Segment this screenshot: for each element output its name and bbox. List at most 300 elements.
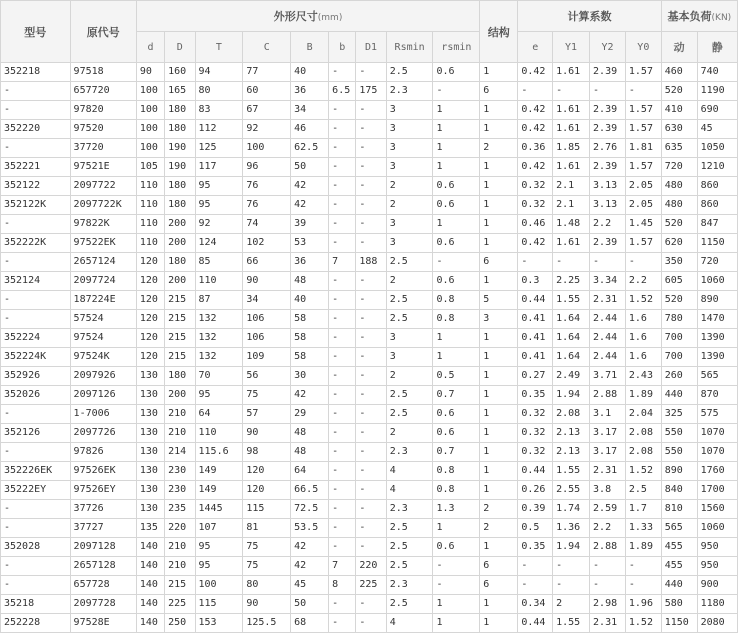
table-cell: 2.08 [625,424,661,443]
table-cell: - [553,253,590,272]
table-cell: 4 [386,462,433,481]
table-cell: 42 [291,538,329,557]
table-cell: 8 [329,576,356,595]
table-cell: 95 [195,557,243,576]
table-cell: 2.5 [386,291,433,310]
table-cell: 1.33 [625,519,661,538]
table-cell: 2.5 [386,405,433,424]
table-cell: - [356,196,386,215]
table-cell: 1.89 [625,538,661,557]
table-cell: 2.5 [386,557,433,576]
table-cell: 180 [165,367,195,386]
table-cell: - [518,82,553,101]
table-cell: 1 [433,595,480,614]
table-cell: 85 [195,253,243,272]
table-cell: 2.44 [590,348,626,367]
table-cell: 847 [697,215,737,234]
table-cell: 1.57 [625,234,661,253]
table-cell: 97820 [70,101,136,120]
table-cell: 3 [386,158,433,177]
table-cell: 1 [480,120,518,139]
table-cell: 0.6 [433,272,480,291]
table-cell: 100 [195,576,243,595]
table-cell: 0.8 [433,481,480,500]
table-cell: 3 [386,348,433,367]
table-cell: 95 [195,386,243,405]
table-row [1,120,738,139]
table-cell: 657720 [70,82,136,101]
table-cell: 0.35 [518,538,553,557]
table-cell: 840 [661,481,697,500]
table-cell: - [356,215,386,234]
table-cell: 37727 [70,519,136,538]
table-cell: 90 [243,272,291,291]
table-row [1,519,738,538]
table-cell: 45 [291,576,329,595]
table-cell: 700 [661,329,697,348]
table-cell: 3.1 [590,405,626,424]
table-cell: 92 [243,120,291,139]
table-cell: - [356,595,386,614]
table-cell: - [590,576,626,595]
table-cell: 50 [291,158,329,177]
table-cell: - [553,576,590,595]
table-cell: 3.71 [590,367,626,386]
table-cell: - [329,462,356,481]
table-cell: 188 [356,253,386,272]
table-cell: 62.5 [291,139,329,158]
table-cell: 1150 [697,234,737,253]
table-cell: 105 [136,158,164,177]
table-cell: 107 [195,519,243,538]
table-cell: - [329,443,356,462]
table-cell: 657728 [70,576,136,595]
table-cell: - [329,177,356,196]
table-cell: 2.31 [590,614,626,633]
table-cell: 42 [291,557,329,576]
table-cell: - [1,291,71,310]
table-cell: 50 [291,595,329,614]
table-cell: 252228 [1,614,71,633]
table-row [1,405,738,424]
table-cell: 180 [165,101,195,120]
table-cell: 175 [356,82,386,101]
table-cell: 1 [480,348,518,367]
table-cell: 66 [243,253,291,272]
table-cell: 120 [136,310,164,329]
table-row [1,215,738,234]
table-cell: 1150 [661,614,697,633]
table-cell: 1.64 [553,348,590,367]
table-cell: - [1,101,71,120]
table-cell: 0.32 [518,177,553,196]
table-cell: - [1,443,71,462]
table-cell: 187224E [70,291,136,310]
table-cell: 1 [480,595,518,614]
table-cell: 352218 [1,63,71,82]
table-cell: 92 [195,215,243,234]
table-cell: 1.64 [553,310,590,329]
table-cell: - [356,120,386,139]
table-cell: 1 [480,234,518,253]
table-cell: 42 [291,177,329,196]
table-cell: 37720 [70,139,136,158]
table-cell: - [433,82,480,101]
table-cell: 97520 [70,120,136,139]
table-cell: - [356,519,386,538]
table-cell: - [356,348,386,367]
table-row [1,386,738,405]
col-header-D: D [165,32,195,63]
table-cell: 100 [136,139,164,158]
col-header-Y2: Y2 [590,32,626,63]
table-cell: 1 [480,443,518,462]
table-cell: 890 [661,462,697,481]
table-row [1,272,738,291]
table-cell: 2.1 [553,177,590,196]
table-cell: 220 [165,519,195,538]
table-cell: 520 [661,82,697,101]
table-row [1,462,738,481]
table-cell: 3 [386,234,433,253]
table-cell: 410 [661,101,697,120]
table-cell: 2.5 [386,63,433,82]
table-cell: 0.42 [518,158,553,177]
table-cell: 352220 [1,120,71,139]
table-cell: 352124 [1,272,71,291]
table-cell: 352221 [1,158,71,177]
table-cell: 2.2 [590,215,626,234]
table-cell: 700 [661,348,697,367]
table-cell: 210 [165,538,195,557]
table-cell: 480 [661,196,697,215]
table-cell: 550 [661,443,697,462]
table-cell: 455 [661,538,697,557]
table-cell: 1 [480,215,518,234]
table-cell: 39 [291,215,329,234]
table-cell: 3 [386,139,433,158]
table-cell: 1060 [697,272,737,291]
table-cell: - [329,329,356,348]
table-cell: 0.3 [518,272,553,291]
table-cell: - [433,253,480,272]
table-cell: 1 [480,101,518,120]
table-row [1,348,738,367]
table-cell: 2 [480,519,518,538]
table-cell: 125.5 [243,614,291,633]
table-cell: 1 [433,120,480,139]
table-cell: - [1,215,71,234]
table-cell: 550 [661,424,697,443]
table-cell: 115 [243,500,291,519]
table-cell: 1.52 [625,291,661,310]
table-cell: 860 [697,196,737,215]
table-cell: - [356,272,386,291]
table-cell: - [1,519,71,538]
table-cell: 0.26 [518,481,553,500]
table-cell: 120 [136,329,164,348]
table-row [1,158,738,177]
table-cell: 225 [165,595,195,614]
table-cell: 0.32 [518,443,553,462]
table-cell: 565 [661,519,697,538]
table-cell: 0.42 [518,63,553,82]
table-cell: 575 [697,405,737,424]
table-cell: - [625,576,661,595]
table-cell: - [329,310,356,329]
table-cell: 1.52 [625,614,661,633]
table-cell: 210 [165,405,195,424]
table-cell: 1-7006 [70,405,136,424]
table-cell: 1050 [697,139,737,158]
table-cell: 2.5 [386,253,433,272]
table-cell: - [1,82,71,101]
table-cell: 0.5 [433,367,480,386]
table-cell: - [553,82,590,101]
table-cell: - [329,215,356,234]
table-cell: 97524K [70,348,136,367]
col-header-b: b [329,32,356,63]
table-cell: 2097128 [70,538,136,557]
table-cell: 36 [291,82,329,101]
table-cell: 68 [291,614,329,633]
table-cell: 132 [195,348,243,367]
table-cell: 860 [697,177,737,196]
table-cell: 6 [480,253,518,272]
table-cell: 110 [195,424,243,443]
header-old-code: 原代号 [70,1,136,63]
table-cell: 2.3 [386,443,433,462]
table-cell: 102 [243,234,291,253]
table-cell: - [590,253,626,272]
table-cell: - [1,253,71,272]
table-cell: 1.6 [625,310,661,329]
table-cell: 96 [243,158,291,177]
table-cell: 1180 [697,595,737,614]
table-cell: 1 [480,386,518,405]
table-cell: 97522EK [70,234,136,253]
table-cell: - [1,557,71,576]
table-cell: 352028 [1,538,71,557]
table-cell: - [1,576,71,595]
table-cell: 2.39 [590,158,626,177]
table-cell: 1760 [697,462,737,481]
table-cell: 110 [136,196,164,215]
table-cell: 1 [480,405,518,424]
table-cell: 135 [136,519,164,538]
table-cell: - [433,576,480,595]
table-cell: - [518,557,553,576]
table-cell: 2.88 [590,538,626,557]
table-cell: - [356,443,386,462]
table-cell: 140 [136,614,164,633]
table-cell: 2.39 [590,120,626,139]
table-cell: 3 [386,329,433,348]
header-dimensions-unit: (mm) [317,13,343,23]
table-cell: 98 [243,443,291,462]
table-cell: 75 [243,557,291,576]
table-cell: 1.57 [625,101,661,120]
table-cell: - [356,158,386,177]
table-cell: - [329,196,356,215]
table-cell: - [356,424,386,443]
table-cell: 74 [243,215,291,234]
table-cell: - [329,538,356,557]
table-cell: 180 [165,120,195,139]
table-cell: 325 [661,405,697,424]
table-cell: 45 [697,120,737,139]
table-row [1,614,738,633]
table-cell: 1 [480,614,518,633]
table-cell: 117 [195,158,243,177]
table-cell: 900 [697,576,737,595]
table-cell: 66.5 [291,481,329,500]
table-cell: - [329,614,356,633]
table-cell: 1.64 [553,329,590,348]
table-cell: 2 [480,139,518,158]
table-cell: 215 [165,329,195,348]
table-cell: - [329,386,356,405]
table-cell: 6 [480,82,518,101]
table-cell: 57524 [70,310,136,329]
table-cell: - [356,538,386,557]
table-cell: 42 [291,386,329,405]
table-cell: 2.08 [625,443,661,462]
col-header-T: T [195,32,243,63]
col-header-static: 静 [697,32,737,63]
table-cell: - [356,101,386,120]
table-cell: - [329,424,356,443]
table-cell: - [329,367,356,386]
table-cell: 95 [195,177,243,196]
table-cell: 109 [243,348,291,367]
table-cell: 140 [136,557,164,576]
col-header-d: d [136,32,164,63]
table-cell: 260 [661,367,697,386]
table-cell: 215 [165,576,195,595]
table-cell: 2.39 [590,234,626,253]
table-cell: 352224 [1,329,71,348]
table-cell: 0.44 [518,462,553,481]
table-row [1,329,738,348]
table-cell: 460 [661,63,697,82]
table-cell: 2097126 [70,386,136,405]
table-cell: 35218 [1,595,71,614]
table-cell: 0.7 [433,443,480,462]
table-cell: 2.13 [553,424,590,443]
table-cell: 1.36 [553,519,590,538]
table-header [1,1,738,63]
table-cell: - [329,120,356,139]
table-cell: 1 [480,424,518,443]
table-cell: 230 [165,462,195,481]
table-cell: 2 [386,272,433,291]
table-cell: 97826 [70,443,136,462]
table-cell: 580 [661,595,697,614]
table-cell: 3.13 [590,177,626,196]
table-cell: 2 [553,595,590,614]
table-cell: 2.43 [625,367,661,386]
table-row [1,253,738,272]
table-cell: 130 [136,367,164,386]
table-cell: 1.89 [625,386,661,405]
table-cell: - [1,139,71,158]
table-cell: 1 [433,158,480,177]
table-cell: 0.8 [433,310,480,329]
table-cell: 2.5 [625,481,661,500]
table-cell: 1 [480,329,518,348]
table-cell: 7 [329,557,356,576]
table-cell: 110 [136,177,164,196]
table-cell: 0.39 [518,500,553,519]
table-cell: 130 [136,424,164,443]
table-cell: 165 [165,82,195,101]
table-cell: 230 [165,481,195,500]
table-cell: 80 [243,576,291,595]
table-cell: 76 [243,196,291,215]
table-cell: 350 [661,253,697,272]
table-cell: - [356,139,386,158]
table-cell: 2.3 [386,576,433,595]
table-cell: 1.7 [625,500,661,519]
table-cell: 3.8 [590,481,626,500]
table-cell: 3 [386,120,433,139]
table-cell: - [356,500,386,519]
table-cell: 149 [195,462,243,481]
table-cell: 57 [243,405,291,424]
table-cell: 1.55 [553,614,590,633]
table-cell: 120 [136,291,164,310]
table-row [1,177,738,196]
table-cell: 2.49 [553,367,590,386]
table-cell: 0.8 [433,291,480,310]
table-cell: - [356,177,386,196]
table-cell: 67 [243,101,291,120]
table-cell: 90 [243,595,291,614]
table-cell: - [356,63,386,82]
table-cell: 2097726 [70,424,136,443]
table-cell: 120 [243,481,291,500]
table-cell: 77 [243,63,291,82]
table-cell: 0.6 [433,234,480,253]
table-row [1,557,738,576]
table-cell: 1 [433,101,480,120]
table-cell: 125 [195,139,243,158]
table-cell: 115 [195,595,243,614]
table-cell: 120 [136,272,164,291]
table-cell: 1 [480,367,518,386]
table-cell: 112 [195,120,243,139]
table-cell: 48 [291,443,329,462]
table-cell: 97822K [70,215,136,234]
table-cell: 4 [386,614,433,633]
table-cell: 120 [243,462,291,481]
table-cell: 130 [136,443,164,462]
table-cell: 97526EK [70,462,136,481]
table-cell: 0.6 [433,196,480,215]
table-cell: 72.5 [291,500,329,519]
table-cell: 2657128 [70,557,136,576]
col-header-Y0: Y0 [625,32,661,63]
table-row [1,481,738,500]
col-header-C: C [243,32,291,63]
table-cell: 3.17 [590,443,626,462]
table-cell: 0.41 [518,329,553,348]
table-cell: 30 [291,367,329,386]
table-cell: - [356,386,386,405]
table-cell: 720 [697,253,737,272]
table-cell: 1.81 [625,139,661,158]
